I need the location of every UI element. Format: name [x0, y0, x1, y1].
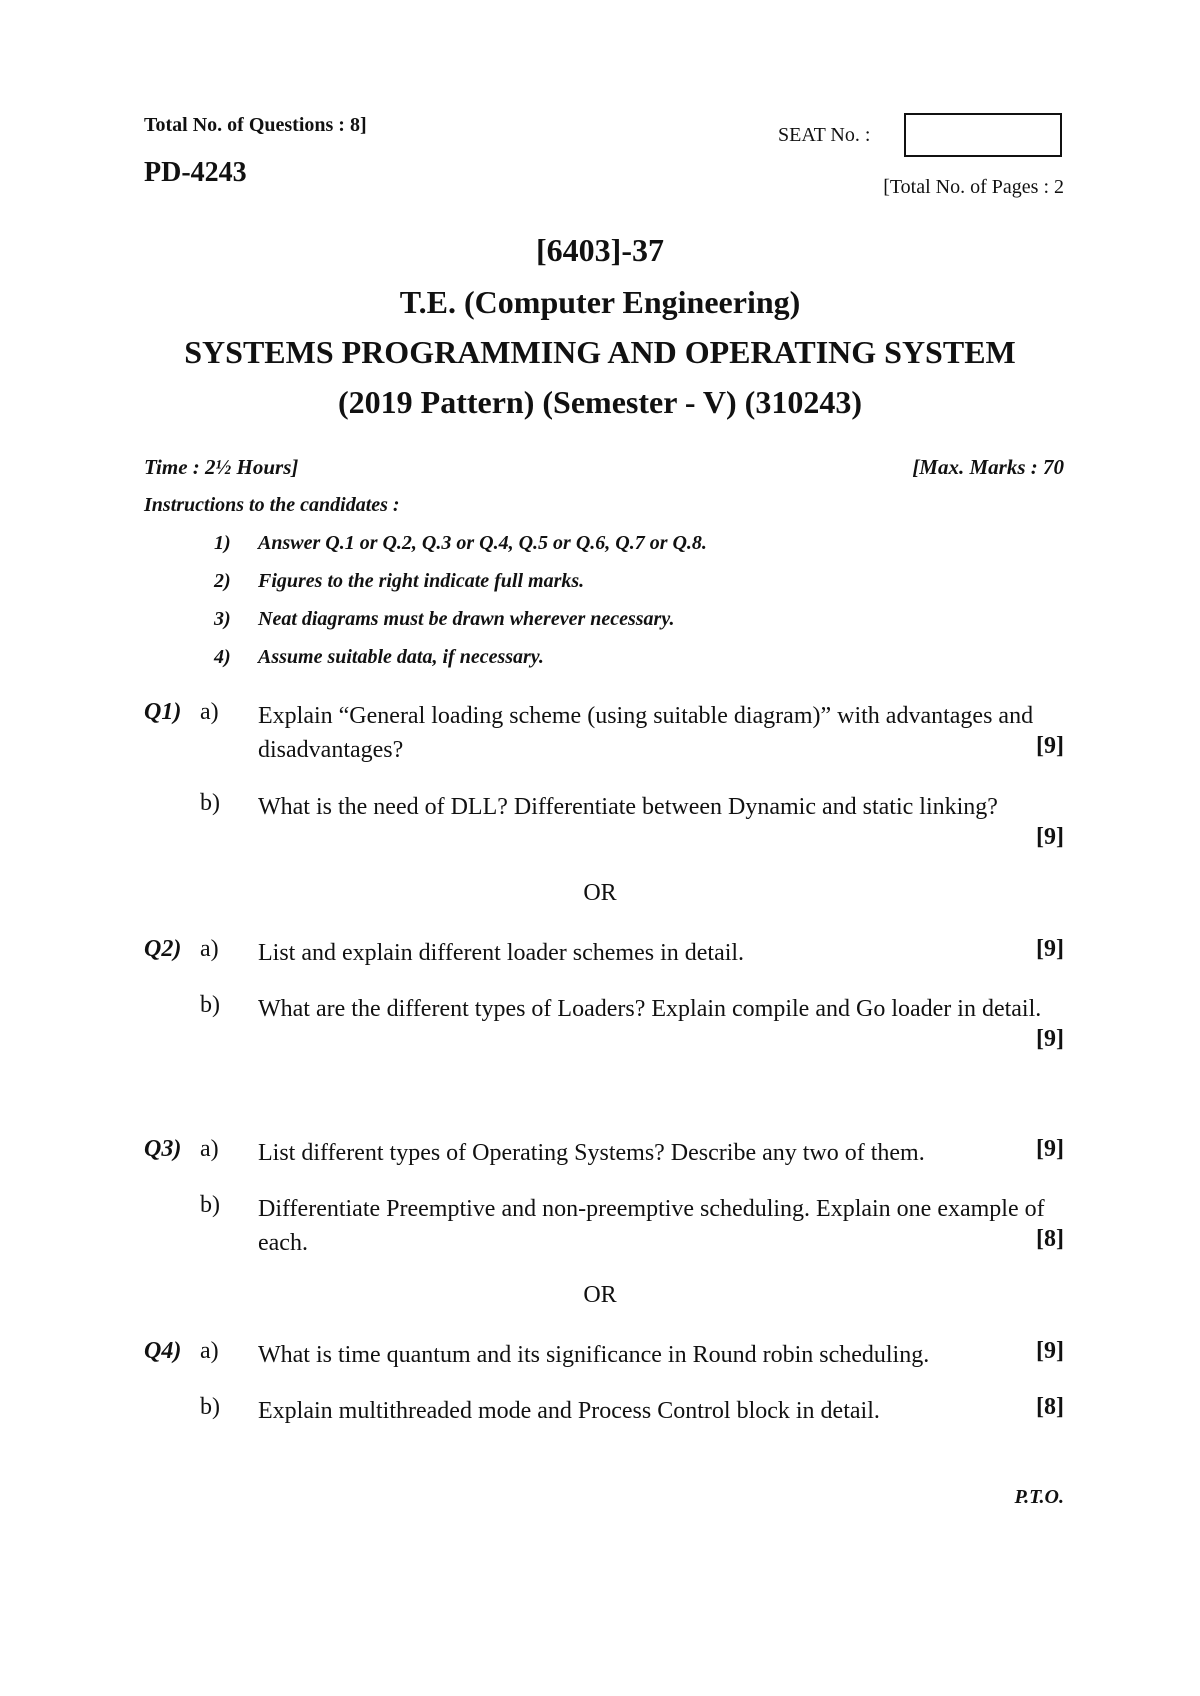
question-label-q2 [144, 936, 181, 963]
question-number: Q1) [144, 699, 182, 725]
marks: [9] [1036, 733, 1064, 759]
question-text: What is time quantum and its significance in Round robin scheduling. [258, 1342, 930, 1368]
question-label-q3 [144, 1136, 181, 1163]
question-number: Q4) [144, 1338, 182, 1364]
instruction-number: 2) [214, 570, 231, 592]
or-separator: OR [583, 880, 617, 906]
time-allowed: Time : 2½ Hours] [144, 455, 299, 479]
marks: [9] [1036, 936, 1064, 962]
part-label: b) [200, 1192, 220, 1218]
total-pages: [Total No. of Pages : 2 [883, 176, 1064, 198]
instructions-title: Instructions to the candidates : [144, 494, 400, 516]
question-label-q1 [144, 699, 181, 726]
paper-code: [6403]-37 [536, 232, 664, 268]
or-separator: OR [583, 1282, 617, 1308]
pto-label: P.T.O. [1014, 1486, 1064, 1508]
instruction-item [214, 570, 584, 593]
marks: [9] [1036, 1136, 1064, 1162]
part-label: b) [200, 1394, 220, 1420]
question-text: Explain “General loading scheme (using suitable diagram)” with advantages and disadvantages? [258, 703, 1034, 763]
marks: [8] [1036, 1226, 1064, 1252]
marks: [9] [1036, 1026, 1064, 1052]
part-label: a) [200, 699, 219, 725]
question-text: What is the need of DLL? Differentiate between Dynamic and static linking? [258, 794, 998, 820]
seat-label: SEAT No. : [778, 124, 871, 146]
part-label: b) [200, 992, 220, 1018]
instruction-text: Answer Q.1 or Q.2, Q.3 or Q.4, Q.5 or Q.6, Q.7 or Q.8. [258, 532, 707, 554]
pattern-semester: (2019 Pattern) (Semester - V) (310243) [338, 384, 862, 420]
paper-id: PD-4243 [144, 157, 247, 188]
question-text: List and explain different loader schemes in detail. [258, 940, 745, 966]
question-text: What are the different types of Loaders? Explain compile and Go loader in detail. [258, 996, 1042, 1022]
seat-number-box[interactable] [904, 113, 1062, 157]
marks: [9] [1036, 1338, 1064, 1364]
question-label-q4 [144, 1338, 181, 1365]
total-questions: Total No. of Questions : 8] [144, 114, 367, 136]
question-number: Q2) [144, 936, 182, 962]
subject-title: SYSTEMS PROGRAMMING AND OPERATING SYSTEM [184, 334, 1016, 370]
instruction-text: Assume suitable data, if necessary. [258, 646, 544, 668]
question-text: List different types of Operating Systems? Describe any two of them. [258, 1140, 925, 1166]
instruction-item [214, 532, 707, 555]
part-label: a) [200, 1338, 219, 1364]
instruction-text: Figures to the right indicate full marks. [258, 570, 585, 592]
course-title: T.E. (Computer Engineering) [399, 284, 801, 320]
question-text: Explain multithreaded mode and Process Control block in detail. [258, 1398, 880, 1424]
max-marks: [Max. Marks : 70 [912, 455, 1064, 479]
part-label: a) [200, 936, 219, 962]
instruction-item [214, 646, 544, 669]
marks: [8] [1036, 1394, 1064, 1420]
instruction-item [214, 608, 674, 631]
part-label: a) [200, 1136, 219, 1162]
marks: [9] [1036, 824, 1064, 850]
instruction-number: 1) [214, 532, 231, 554]
instruction-text: Neat diagrams must be drawn wherever necessary. [258, 608, 675, 630]
instruction-number: 3) [214, 608, 231, 630]
instruction-number: 4) [214, 646, 231, 668]
part-label: b) [200, 790, 220, 816]
question-text: Differentiate Preemptive and non-preemptive scheduling. Explain one example of each. [258, 1196, 1045, 1256]
question-number: Q3) [144, 1136, 182, 1162]
